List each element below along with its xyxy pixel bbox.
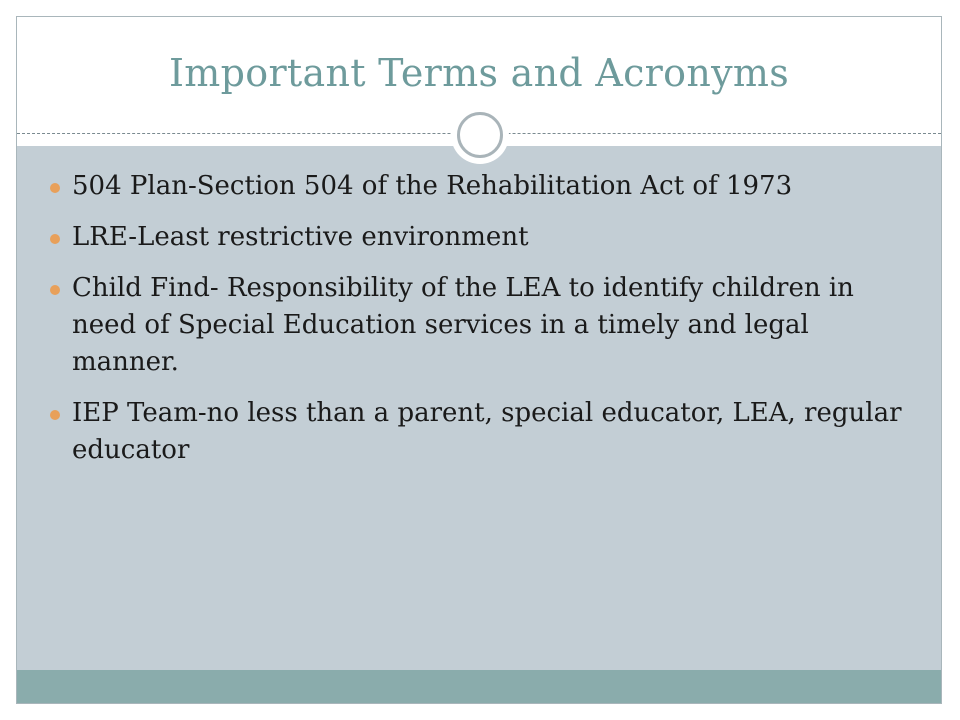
bullet-list: [48, 168, 908, 483]
bullet-item: [48, 270, 908, 381]
ornament-ring: [457, 112, 503, 158]
bullet-item: [48, 168, 908, 205]
bullet-dot-icon: [50, 183, 60, 193]
bullet-item: [48, 219, 908, 256]
bullet-text: IEP Team-no less than a parent, special educator, LEA, regular educator: [72, 398, 902, 465]
circle-ornament-icon: [451, 106, 509, 164]
bullet-dot-icon: [50, 410, 60, 420]
bullet-text: LRE-Least restrictive environment: [72, 222, 529, 252]
bullet-dot-icon: [50, 234, 60, 244]
bullet-item: [48, 395, 908, 469]
slide-title: Important Terms and Acronyms: [169, 51, 789, 95]
footer-band: [17, 670, 941, 703]
bullet-text: 504 Plan-Section 504 of the Rehabilitation Act of 1973: [72, 171, 793, 201]
bullet-text: Child Find- Responsibility of the LEA to identify children in need of Special Education services in a timely and legal manner.: [72, 273, 854, 377]
bullet-dot-icon: [50, 285, 60, 295]
